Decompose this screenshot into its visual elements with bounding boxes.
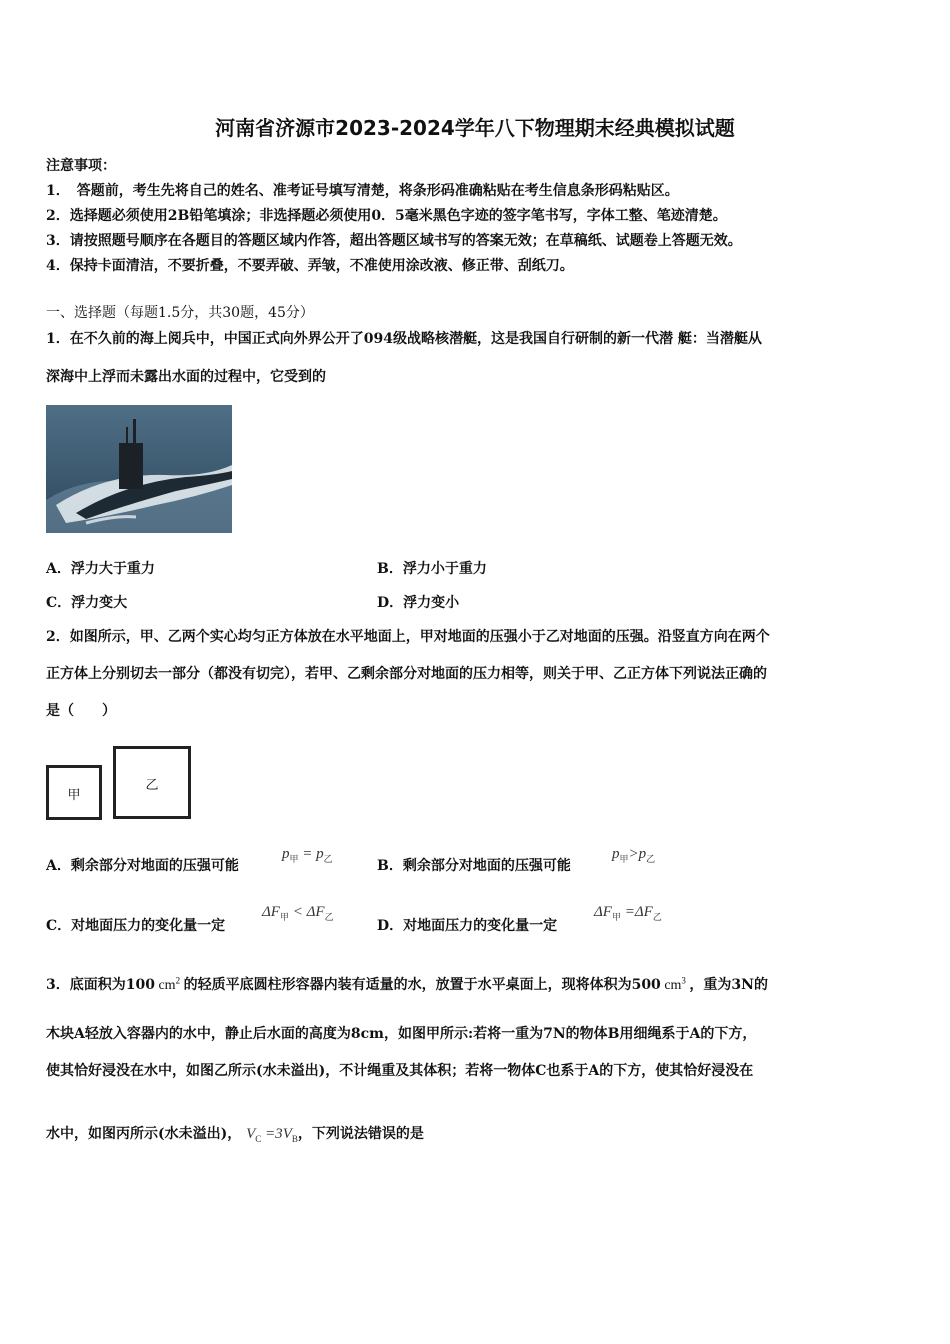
notice-heading: 注意事项： [46,158,116,174]
q2-option-b-formula: $p_甲>p_乙$ [612,846,656,864]
q2-text: 是（ ） [46,703,116,719]
page-title: 河南省济源市2023-2024学年八下物理期末经典模拟试题 [215,116,735,140]
notice-item: 2．选择题必须使用2B铅笔填涂；非选择题必须使用0．5毫米黑色字迹的签字笔书写，字体工整、笔迹清楚。 [46,208,727,224]
q1-text: 深海中上浮而未露出水面的过程中，它受到的 [46,369,326,385]
q2-option-c: C．对地面压力的变化量一定 [46,918,226,934]
cube-yi-label: 乙 [145,778,159,793]
q2-option-a: A．剩余部分对地面的压强可能 [46,858,239,874]
q3-text: 使其恰好浸没在水中，如图乙所示(水未溢出)，不计绳重及其体积；若将一物体C也系于A的下方，使其恰好浸没在 [46,1063,754,1079]
section-heading: 一、选择题（每题1.5分，共30题，45分） [46,305,314,321]
q2-option-c-formula: $\Delta F_甲 < \Delta F_乙$ [262,904,334,922]
q1-text: 1．在不久前的海上阅兵中，中国正式向外界公开了094级战略核潜艇，这是我国自行研制的新一代潜 艇：当潜艇从 [46,331,762,347]
submarine-photo [46,405,232,533]
q3-text: 木块A轻放入容器内的水中，静止后水面的高度为8cm，如图甲所示:若将一重为7N的物体B用细绳系于A的下方， [46,1026,757,1042]
q2-text: 2．如图所示，甲、乙两个实心均匀正方体放在水平地面上，甲对地面的压强小于乙对地面的压强。沿竖直方向在两个 [46,629,770,645]
notice-item: 4．保持卡面清洁，不要折叠，不要弄破、弄皱，不准使用涂改液、修正带、刮纸刀。 [46,258,574,274]
cube-yi [113,746,191,819]
q3-text: 水中，如图丙所示(水未溢出)， $V_C =3V_B$，下列说法错误的是 [46,1126,424,1144]
cube-jia [46,765,102,820]
q1-option-b: B．浮力小于重力 [377,561,487,577]
q2-option-b: B．剩余部分对地面的压强可能 [377,858,571,874]
q2-text: 正方体上分别切去一部分（都没有切完），若甲、乙剩余部分对地面的压力相等，则关于甲、乙正方体下列说法正确的 [46,666,767,682]
cube-jia-label: 甲 [67,788,81,803]
notice-item: 1． 答题前，考生先将自己的姓名、准考证号填写清楚，将条形码准确粘贴在考生信息条形码粘贴区。 [46,183,679,199]
q1-option-a: A．浮力大于重力 [46,561,155,577]
q2-option-d-formula: $\Delta F_甲 =\Delta F_乙$ [594,904,662,922]
q2-option-a-formula: $p_甲 = p_乙$ [282,846,333,864]
q2-option-d: D．对地面压力的变化量一定 [377,918,558,934]
q1-option-d: D．浮力变小 [377,595,460,611]
q3-text: 3．底面积为100 $cm^2$ 的轻质平底圆柱形容器内装有适量的水，放置于水平桌面上，现将体积为500 $cm^3$ ，重为3N的 [46,975,768,993]
notice-item: 3．请按照题号顺序在各题目的答题区域内作答，超出答题区域书写的答案无效；在草稿纸、试题卷上答题无效。 [46,233,742,249]
q1-option-c: C．浮力变大 [46,595,128,611]
